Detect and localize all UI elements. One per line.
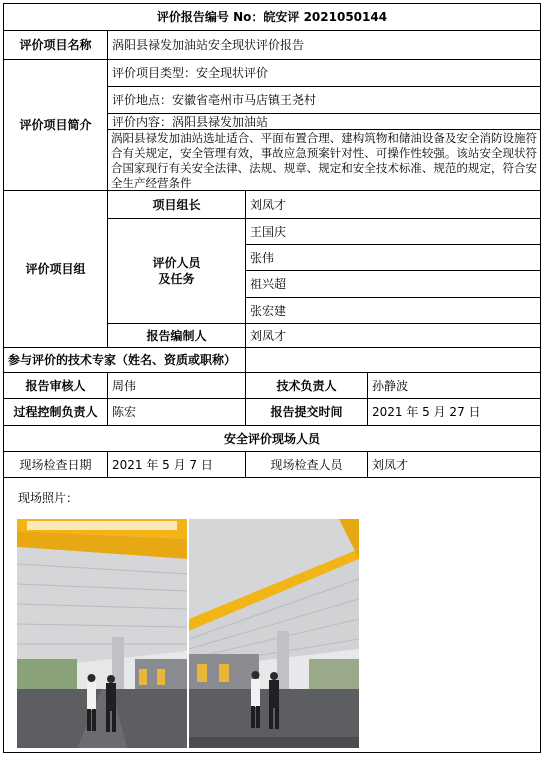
- evaluation-record-form: [3, 3, 541, 753]
- submit-time-label: 报告提交时间: [245, 398, 368, 426]
- process-control-value: 陈宏: [107, 398, 246, 426]
- evaluator-name: 祖兴超: [245, 270, 541, 298]
- evaluator-name: 王国庆: [245, 218, 541, 245]
- technical-lead-label: 技术负责人: [245, 372, 368, 399]
- evaluator-name: 张伟: [245, 244, 541, 271]
- report-number-header: 评价报告编号 No：皖安评 2021050144: [3, 3, 541, 31]
- technical-experts-label: 参与评价的技术专家（姓名、资质或职称）: [3, 347, 246, 373]
- technical-lead-value: 孙静波: [367, 372, 541, 399]
- process-control-label: 过程控制负责人: [3, 398, 108, 426]
- submit-time-value: 2021 年 5 月 27 日: [367, 398, 541, 426]
- project-location-line: 评价地点：安徽省亳州市马店镇王尧村: [107, 86, 541, 114]
- project-type-line: 评价项目类型：安全现状评价: [107, 59, 541, 87]
- project-content-line: 评价内容：涡阳县禄发加油站: [107, 113, 541, 130]
- inspector-value: 刘凤才: [367, 451, 541, 478]
- team-leader-value: 刘凤才: [245, 190, 541, 219]
- project-summary: 涡阳县禄发加油站选址适合、平面布置合理、建构筑物和储油设备及安全消防设施符合有关规定，安全管理有效，事故应急预案针对性、可操作性较强。该站安全现状符合国家现行有关安全法律、法规、规章、规定和安全技术标准、规范的规定，符合安全生产经营条件: [107, 129, 541, 191]
- report-editor-label: 报告编制人: [107, 323, 246, 348]
- evaluators-label-line1: 评价人员: [152, 256, 201, 270]
- project-intro-label: 评价项目简介: [3, 59, 108, 191]
- inspection-date-label: 现场检查日期: [3, 451, 108, 478]
- evaluators-label-line2: 及任务: [158, 272, 195, 286]
- report-auditor-label: 报告审核人: [3, 372, 108, 399]
- team-leader-label: 项目组长: [107, 190, 246, 219]
- evaluator-name: 张宏建: [245, 297, 541, 324]
- evaluators-label: [107, 218, 246, 324]
- site-photos-label: 现场照片：: [18, 491, 79, 505]
- inspector-label: 现场检查人员: [245, 451, 368, 478]
- project-name-label: 评价项目名称: [3, 30, 108, 60]
- report-auditor-value: 周伟: [107, 372, 246, 399]
- onsite-personnel-title: 安全评价现场人员: [3, 425, 541, 452]
- project-name-value: 涡阳县禄发加油站安全现状评价报告: [107, 30, 541, 60]
- inspection-date-value: 2021 年 5 月 7 日: [107, 451, 246, 478]
- report-editor-value: 刘凤才: [245, 323, 541, 348]
- technical-experts-value: [245, 347, 541, 373]
- evaluation-group-label: 评价项目组: [3, 190, 108, 348]
- site-photo: [17, 519, 187, 748]
- site-photo: [189, 519, 359, 748]
